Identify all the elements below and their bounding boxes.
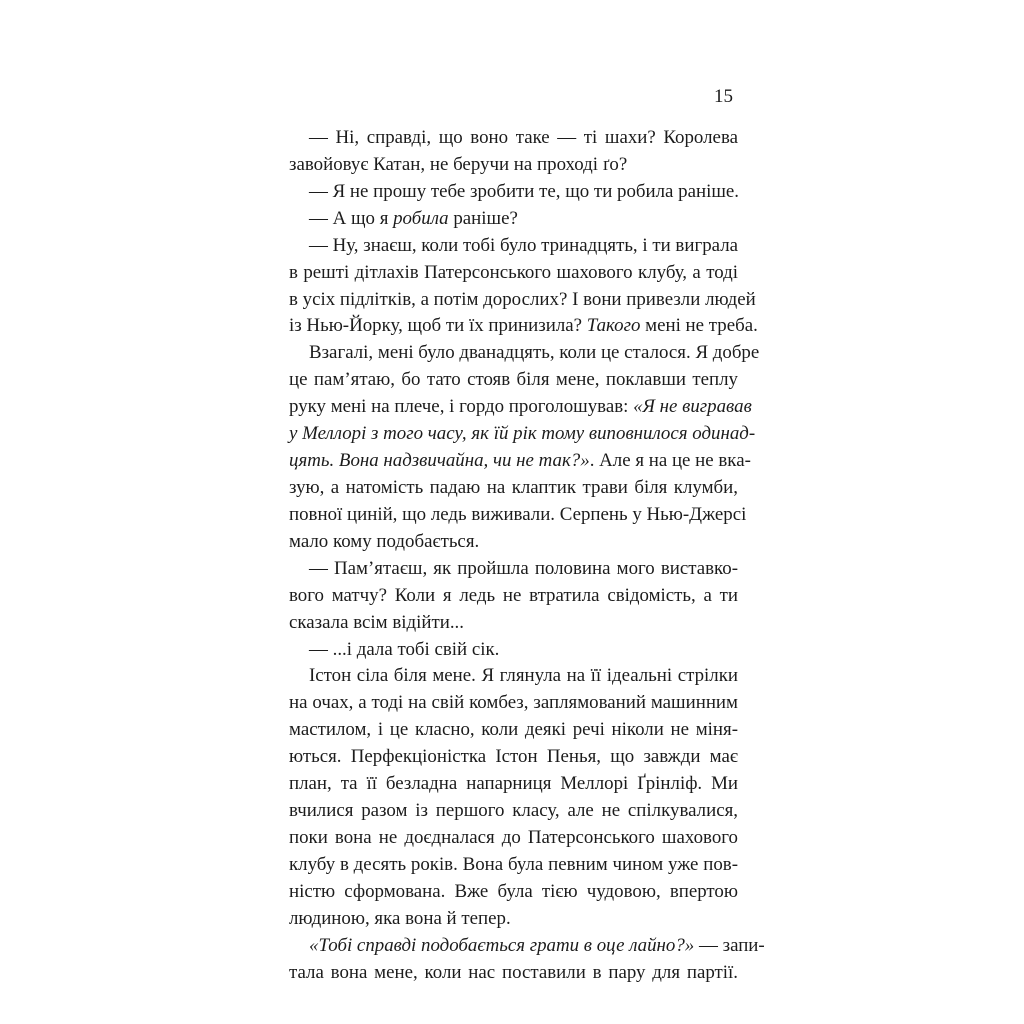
- italic-text: цять. Вона надзвичайна, чи не так?»: [289, 450, 590, 472]
- text-line: [289, 933, 765, 960]
- text-segment: раніше?: [448, 207, 518, 229]
- text-segment: — запи-: [694, 934, 765, 956]
- text-segment: в усіх підлітків, а потім дорослих? І вони привезли людей: [289, 288, 756, 310]
- text-segment: Взагалі, мені було дванадцять, коли це сталося. Я добре: [309, 342, 760, 364]
- text-line: [289, 287, 756, 314]
- text-segment: — Я не прошу тебе зробити те, що ти робила раніше.: [309, 180, 740, 202]
- text-segment: мало кому подобається.: [289, 530, 480, 552]
- text-segment: повної циній, що ледь виживали. Серпень у Нью-Джерсі: [289, 503, 747, 525]
- text-segment: в решті дітлахів Патерсонського шахового клубу, а тоді: [289, 261, 738, 283]
- text-segment: тала вона мене, коли нас поставили в пару для партії.: [289, 961, 738, 983]
- text-line: [289, 340, 760, 367]
- text-segment: це пам’ятаю, бо тато стояв біля мене, поклавши теплу: [289, 369, 738, 391]
- text-line: [289, 798, 738, 825]
- text-line: [289, 179, 738, 206]
- text-line: [289, 313, 758, 340]
- text-line: [289, 260, 738, 287]
- paragraph: [289, 637, 738, 664]
- paragraph: [289, 125, 738, 179]
- text-segment: завойовує Катан, не беручи на проході ґо?: [289, 153, 628, 175]
- text-segment: Істон сіла біля мене. Я глянула на її ідеальні стрілки: [309, 665, 738, 687]
- text-segment: — Пам’ятаєш, як пройшла половина мого виставко-: [309, 557, 738, 579]
- text-segment: — А що я: [309, 207, 394, 229]
- text-line: [289, 825, 738, 852]
- text-line: [289, 394, 752, 421]
- text-segment: ністю сформована. Вже була тією чудовою, впертою: [289, 880, 738, 902]
- text-line: [289, 475, 738, 502]
- paragraph: [289, 340, 760, 555]
- italic-text: «Я не вигравав: [633, 396, 752, 418]
- text-line: [289, 610, 738, 637]
- text-line: [289, 717, 738, 744]
- text-line: [289, 206, 738, 233]
- text-segment: вчилися разом із першого класу, але не спілкувалися,: [289, 800, 738, 822]
- text-segment: руку мені на плече, і гордо проголошував:: [289, 396, 634, 418]
- text-segment: на очах, а тоді на свій комбез, заплямований машинним: [289, 692, 738, 714]
- text-segment: . Але я на це не вка-: [589, 450, 751, 472]
- text-segment: — Ні, справді, що воно таке — ті шахи? Королева: [309, 127, 738, 148]
- text-line: [289, 852, 738, 879]
- text-segment: план, та її безладна напарниця Меллорі Ґрінліф. Ми: [289, 773, 738, 795]
- text-line: [289, 421, 756, 448]
- text-line: [289, 233, 738, 260]
- text-segment: сказала всім відійти...: [289, 611, 464, 633]
- text-segment: мені не треба.: [640, 315, 758, 337]
- text-line: [289, 637, 738, 664]
- text-segment: поки вона не доєдналася до Патерсонського шахового: [289, 826, 738, 848]
- text-segment: ються. Перфекціоністка Істон Пенья, що завжди має: [289, 746, 738, 768]
- text-segment: людиною, яка вона й тепер.: [289, 907, 511, 929]
- text-segment: зую, а натомість падаю на клаптик трави біля клумби,: [289, 476, 738, 498]
- italic-text: у Меллорі з того часу, як їй рік тому виповнилося одинад-: [289, 423, 756, 445]
- text-line: [289, 663, 738, 690]
- text-line: [289, 906, 738, 933]
- text-segment: — ...і дала тобі свій сік.: [309, 638, 500, 660]
- text-line: [289, 367, 738, 394]
- text-line: [289, 529, 738, 556]
- text-line: [289, 583, 738, 610]
- text-line: [289, 556, 738, 583]
- italic-text: «Тобі справді подобається грати в оце лайно?»: [309, 934, 695, 956]
- text-line: [289, 771, 738, 798]
- paragraph: [289, 206, 738, 233]
- text-segment: мастилом, і це класно, коли деякі речі ніколи не міня-: [289, 719, 738, 741]
- text-segment: — Ну, знаєш, коли тобі було тринадцять, і ти виграла: [309, 234, 739, 256]
- paragraph: [289, 179, 738, 206]
- paragraph: [289, 233, 758, 341]
- text-line: [289, 879, 738, 906]
- italic-text: Такого: [586, 315, 641, 337]
- text-segment: клубу в десять років. Вона була певним чином уже пов-: [289, 853, 738, 875]
- text-line: [289, 960, 738, 987]
- paragraph: [289, 933, 765, 987]
- text-line: [289, 502, 747, 529]
- text-line: [289, 744, 738, 771]
- text-line: [289, 448, 751, 475]
- italic-text: робила: [393, 207, 449, 229]
- text-line: [289, 690, 738, 717]
- page-number: 15: [714, 86, 733, 107]
- text-line: [289, 152, 738, 179]
- paragraph: [289, 663, 738, 932]
- body-text: [289, 125, 765, 987]
- text-segment: вого матчу? Коли я ледь не втратила свідомість, а ти: [289, 584, 738, 606]
- paragraph: [289, 556, 738, 637]
- text-line: [289, 125, 738, 152]
- text-segment: із Нью-Йорку, щоб ти їх принизила?: [289, 315, 587, 337]
